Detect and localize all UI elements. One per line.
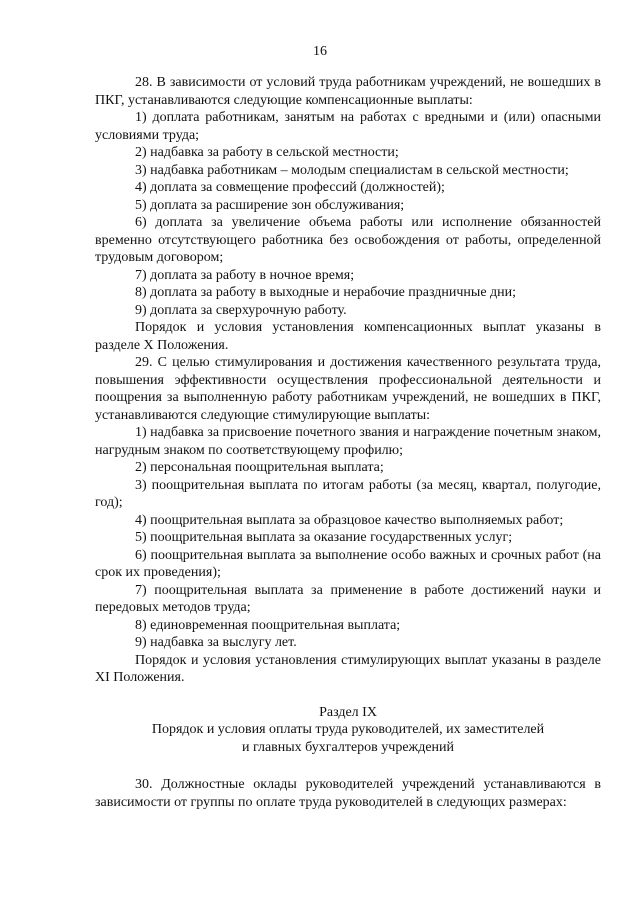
page-number: 16 xyxy=(313,44,327,59)
paragraph-compensation-reference: Порядок и условия установления компенсационных выплат указаны в разделе X Положения. xyxy=(95,320,601,353)
list-item-compensation-5: 5) доплата за расширение зон обслуживания; xyxy=(135,197,405,213)
list-item-incentive-7: 7) поощрительная выплата за применение в работе достижений науки и передовых методов труда; xyxy=(95,582,601,615)
section-title-line-2: и главных бухгалтеров учреждений xyxy=(241,739,455,755)
paragraph-30: 30. Должностные оклады руководителей учреждений устанавливаются в зависимости от группы по оплате труда руководителей в следующих размерах: xyxy=(95,777,601,810)
list-item-compensation-6: 6) доплата за увеличение объема работы или исполнение обязанностей временно отсутствующего работника без освобождения от работы, определенной трудовым договором; xyxy=(95,215,601,265)
paragraph-29: 29. С целью стимулирования и достижения качественного результата труда, повышения эффективности осуществления профессиональной деятельности и поощрения за выполненную работу работникам учреждений, не вошедших в ПКГ, устанавливаются следующие стимулирующие выплаты: xyxy=(95,355,601,423)
section-title-line-1: Порядок и условия оплаты труда руководителей, их заместителей xyxy=(151,722,545,737)
list-item-compensation-2: 2) надбавка за работу в сельской местности; xyxy=(135,145,399,160)
list-item-compensation-4: 4) доплата за совмещение профессий (должностей); xyxy=(135,180,445,195)
list-item-incentive-5: 5) поощрительная выплата за оказание государственных услуг; xyxy=(135,530,513,545)
list-item-incentive-4: 4) поощрительная выплата за образцовое качество выполняемых работ; xyxy=(135,512,564,528)
paragraph-28: 28. В зависимости от условий труда работникам учреждений, не вошедших в ПКГ, устанавливаются следующие компенсационные выплаты: xyxy=(95,75,601,108)
list-item-incentive-3: 3) поощрительная выплата по итогам работы (за месяц, квартал, полугодие, год); xyxy=(95,477,601,510)
list-item-compensation-8: 8) доплата за работу в выходные и нерабочие праздничные дни; xyxy=(135,285,517,300)
list-item-incentive-8: 8) единовременная поощрительная выплата; xyxy=(135,617,401,633)
document-body xyxy=(95,74,601,811)
list-item-incentive-2: 2) персональная поощрительная выплата; xyxy=(135,460,384,475)
list-item-incentive-1: 1) надбавка за присвоение почетного звания и награждение почетным знаком, нагрудным знаком по соответствующему профилю; xyxy=(95,425,601,458)
paragraph-incentive-reference: Порядок и условия установления стимулирующих выплат указаны в разделе XI Положения. xyxy=(95,652,601,685)
list-item-compensation-3: 3) надбавка работникам – молодым специалистам в сельской местности; xyxy=(135,162,569,178)
list-item-compensation-9: 9) доплата за сверхурочную работу. xyxy=(135,302,347,318)
list-item-incentive-9: 9) надбавка за выслугу лет. xyxy=(135,635,297,650)
list-item-compensation-7: 7) доплата за работу в ночное время; xyxy=(135,267,355,283)
section-label: Раздел IX xyxy=(319,704,377,720)
list-item-incentive-6: 6) поощрительная выплата за выполнение особо важных и срочных работ (на срок их проведения); xyxy=(95,547,601,580)
list-item-compensation-1: 1) доплата работникам, занятым на работах с вредными и (или) опасными условиями труда; xyxy=(95,110,601,143)
